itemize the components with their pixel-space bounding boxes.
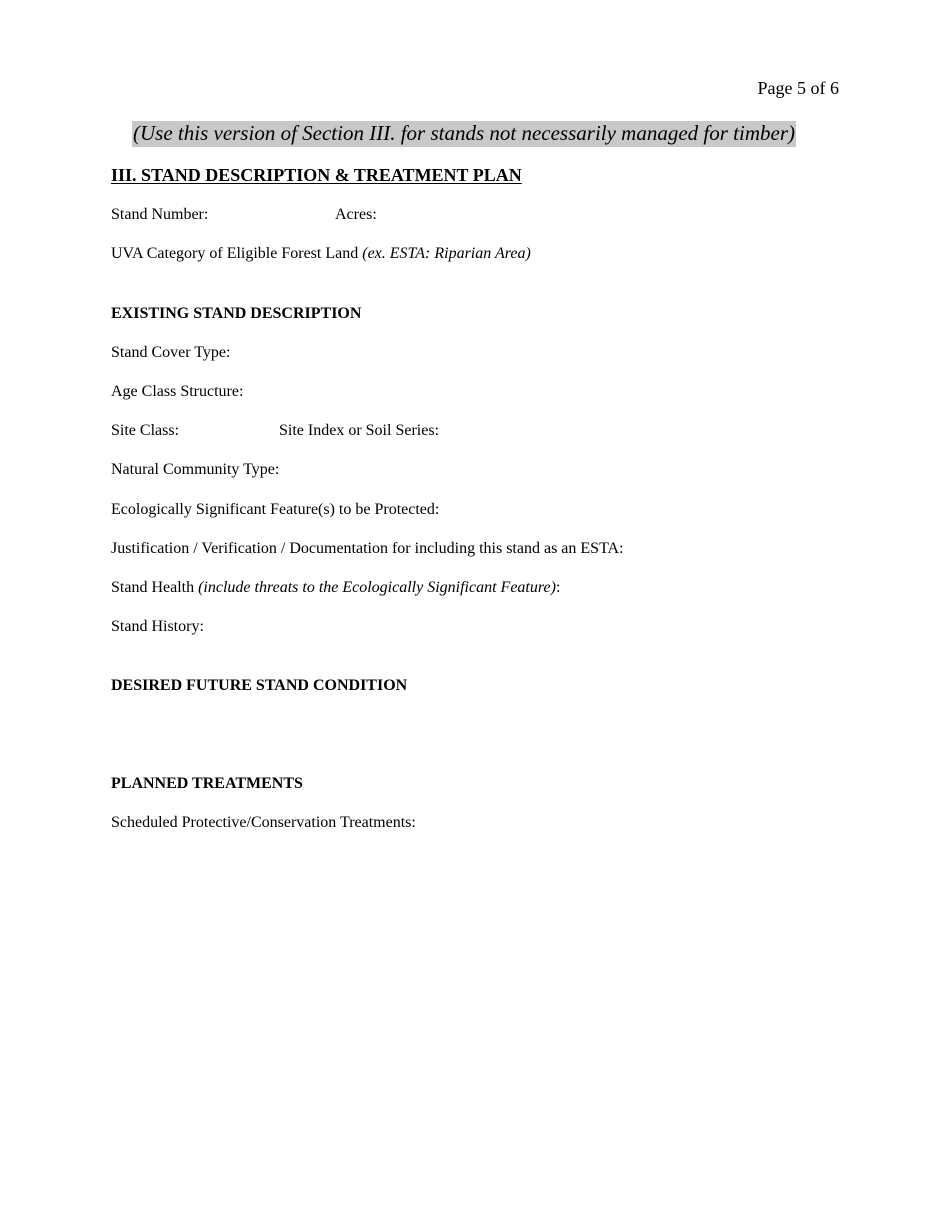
site-class-label: Site Class: xyxy=(111,422,180,439)
natural-community-type-label: Natural Community Type: xyxy=(111,461,280,478)
uva-category-line xyxy=(111,246,531,262)
scheduled-treatments-label: Scheduled Protective/Conservation Treatments: xyxy=(111,814,416,831)
stand-number-label: Stand Number: xyxy=(111,206,209,223)
uva-category-label: UVA Category of Eligible Forest Land xyxy=(111,245,359,262)
uva-category-example: (ex. ESTA: Riparian Area) xyxy=(362,245,531,262)
page-number: Page 5 of 6 xyxy=(757,78,839,98)
section-title: III. STAND DESCRIPTION & TREATMENT PLAN xyxy=(111,165,522,185)
site-index-label: Site Index or Soil Series: xyxy=(279,422,439,439)
desired-condition-heading: DESIRED FUTURE STAND CONDITION xyxy=(111,677,408,694)
existing-stand-heading: EXISTING STAND DESCRIPTION xyxy=(111,305,362,322)
acres-label: Acres: xyxy=(335,206,377,223)
ecological-feature-label: Ecologically Significant Feature(s) to be Protected: xyxy=(111,501,440,518)
age-class-structure-label: Age Class Structure: xyxy=(111,383,244,400)
stand-health-colon: : xyxy=(555,579,561,596)
stand-health-note: (include threats to the Ecologically Significant Feature) xyxy=(198,579,556,596)
stand-cover-type-label: Stand Cover Type: xyxy=(111,344,231,361)
stand-health-line xyxy=(111,580,560,596)
stand-health-label: Stand Health xyxy=(111,579,195,596)
justification-label: Justification / Verification / Documentation for including this stand as an ESTA: xyxy=(111,540,624,557)
planned-treatments-heading: PLANNED TREATMENTS xyxy=(111,775,303,792)
stand-history-label: Stand History: xyxy=(111,618,204,635)
version-note: (Use this version of Section III. for stands not necessarily managed for timber) xyxy=(133,121,795,145)
